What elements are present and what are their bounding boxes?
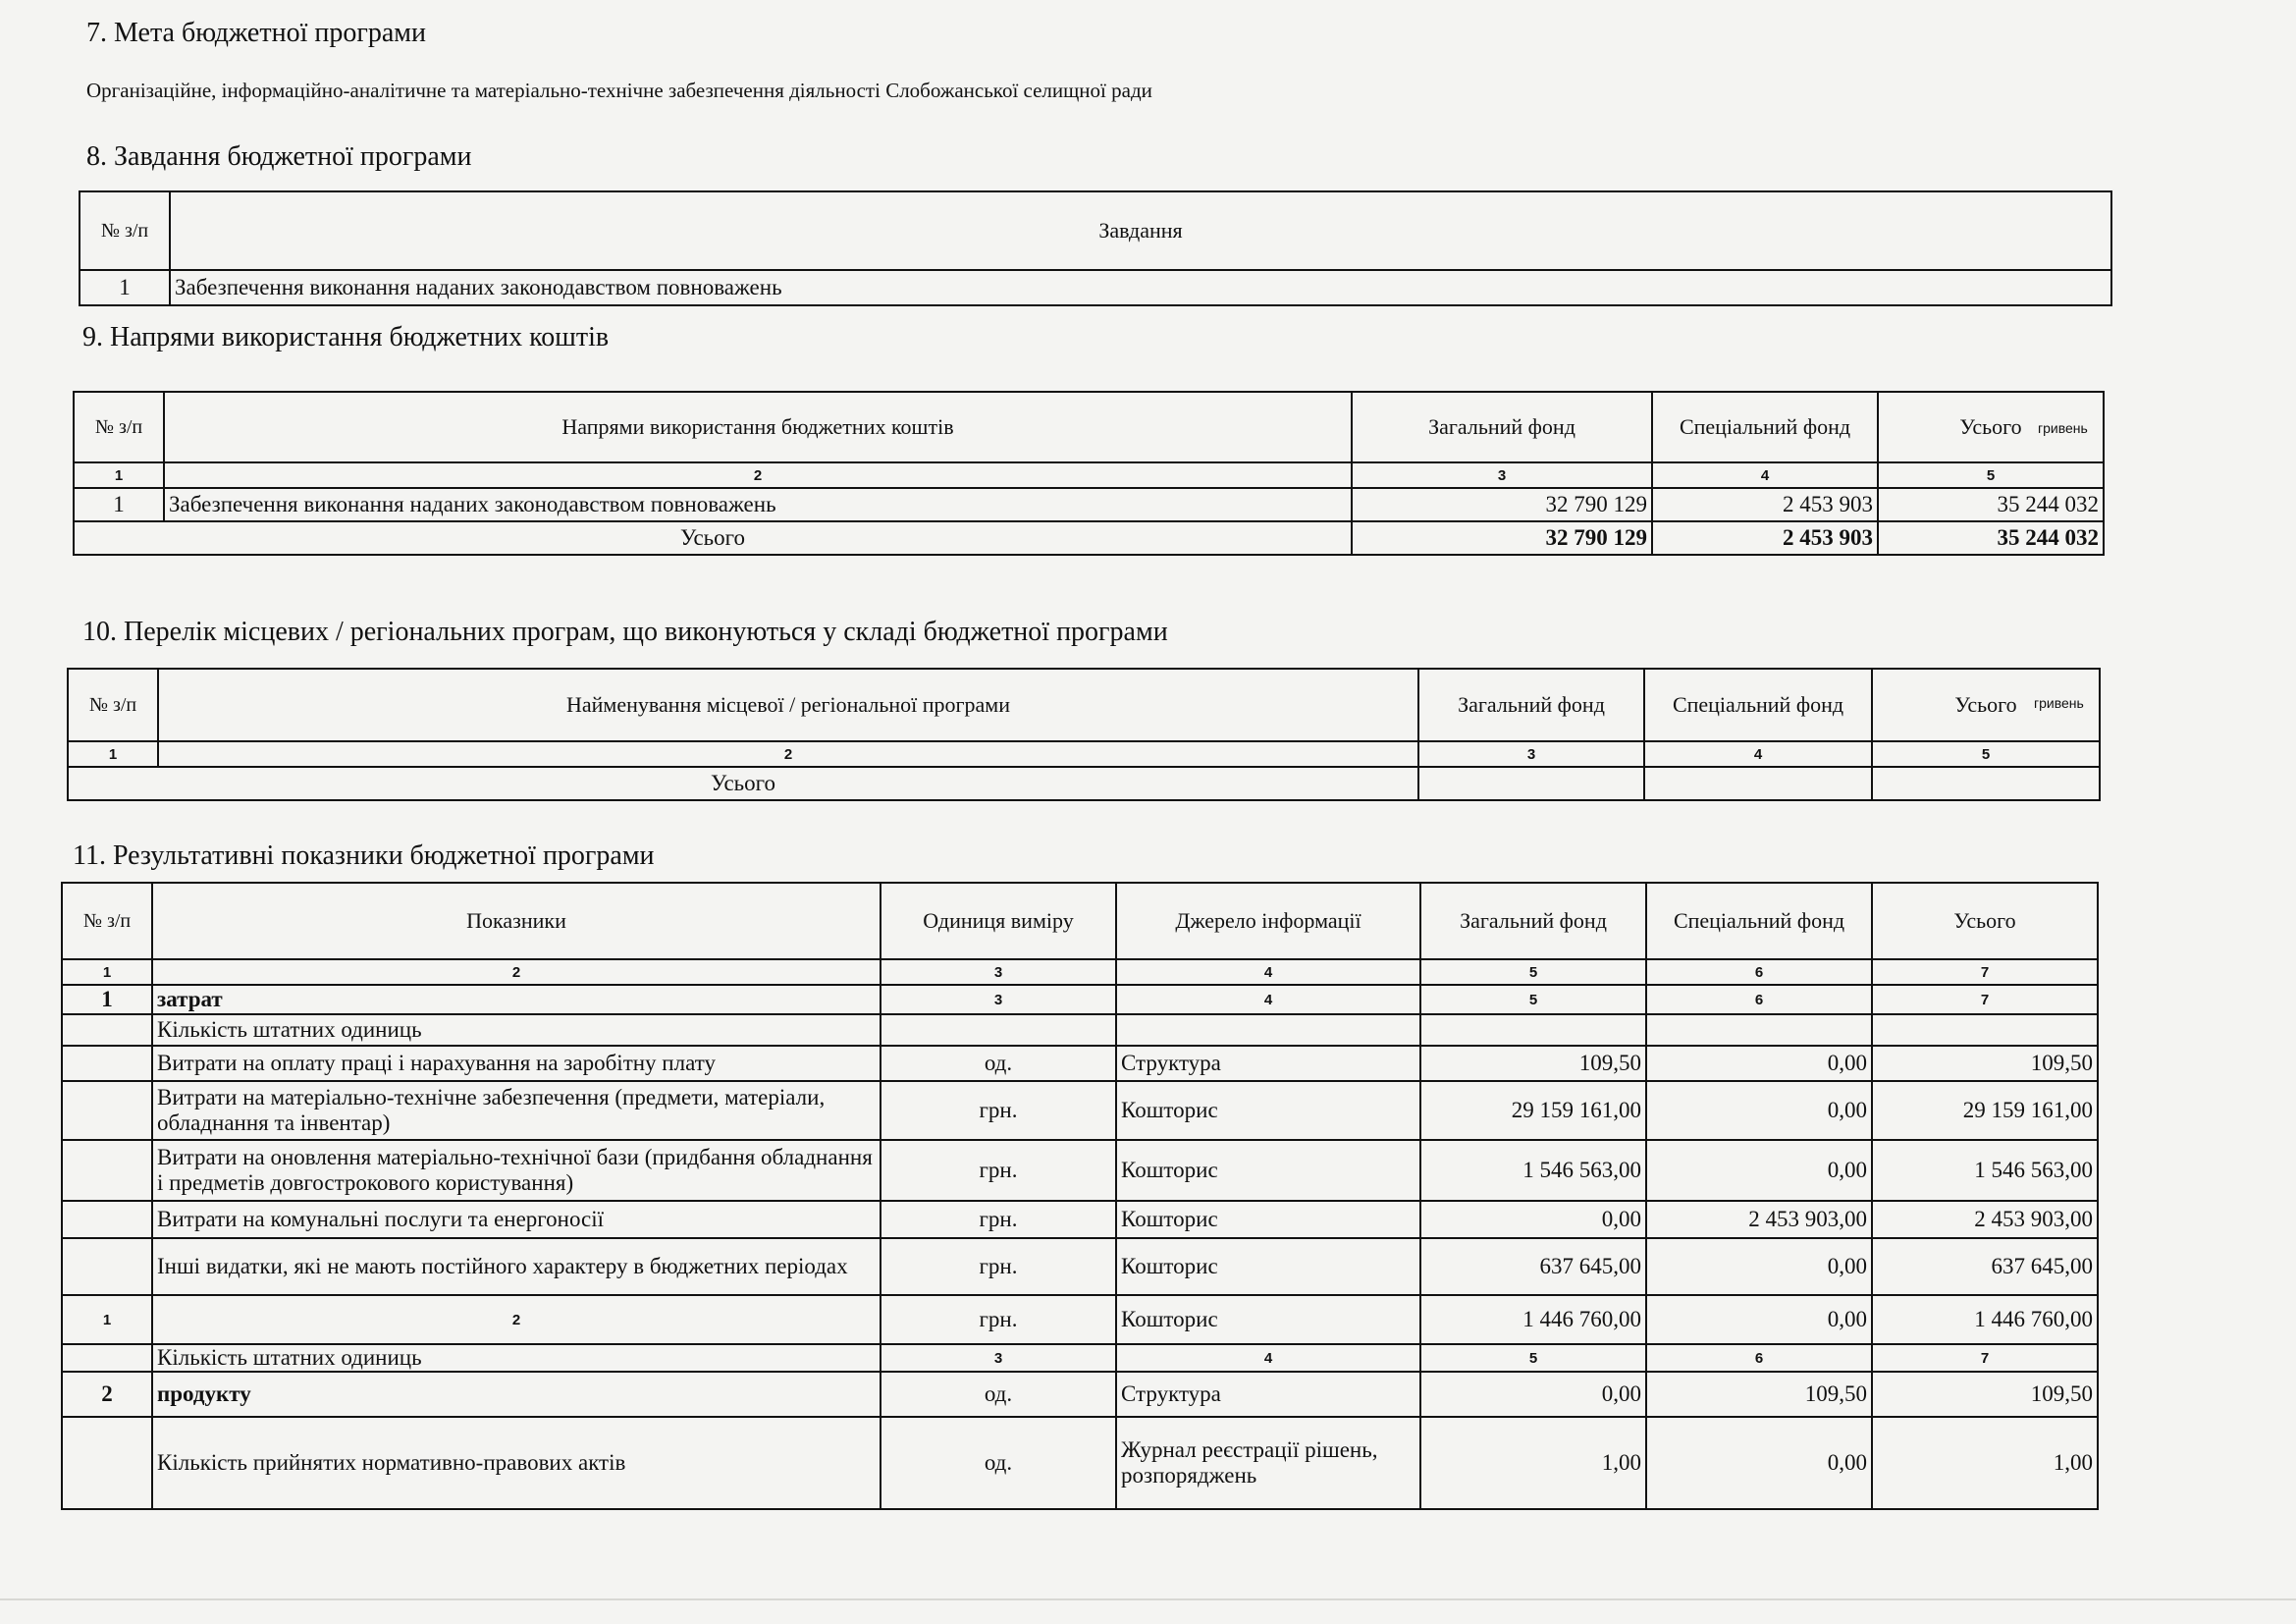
column-number-row: 1 2 грн. Кошторис 1 446 760,00 0,00 1 446 760,00 xyxy=(62,1295,2098,1344)
header-general: Загальний фонд xyxy=(1420,883,1646,959)
header-no: № з/п xyxy=(68,669,158,741)
page-edge xyxy=(0,1598,2296,1600)
section9-title: 9. Напрями використання бюджетних коштів xyxy=(82,322,610,352)
header-special: Спеціальний фонд xyxy=(1644,669,1872,741)
tasks-table xyxy=(79,190,2112,306)
header-indicator: Показники xyxy=(152,883,881,959)
table-row: 1 Забезпечення виконання наданих законодавством повноважень xyxy=(80,270,2111,305)
column-number-row: 1 2 3 4 5 xyxy=(74,462,2104,488)
table-row: 1 Забезпечення виконання наданих законодавством повноважень 32 790 129 2 453 903 35 244 032 xyxy=(74,488,2104,521)
total-row: Усього 32 790 129 2 453 903 35 244 032 xyxy=(74,521,2104,555)
section8-title: 8. Завдання бюджетної програми xyxy=(86,141,472,172)
table-row: Витрати на комунальні послуги та енергоносії грн. Кошторис 0,00 2 453 903,00 2 453 903,00 xyxy=(62,1201,2098,1238)
section10-title: 10. Перелік місцевих / регіональних програм, що виконуються у складі бюджетної програми xyxy=(82,617,1168,647)
group-row: 2 продукту од. Структура 0,00 109,50 109,50 xyxy=(62,1372,2098,1417)
header-total: Усього xyxy=(1872,669,2100,741)
header-special: Спеціальний фонд xyxy=(1646,883,1872,959)
header-special: Спеціальний фонд xyxy=(1652,392,1878,462)
section7-title: 7. Мета бюджетної програми xyxy=(86,18,426,48)
table-row: Витрати на матеріально-технічне забезпечення (предмети, матеріали, обладнання та інвентар) грн. Кошторис 29 159 161,00 0,00 29 159 161,00 xyxy=(62,1081,2098,1140)
directions-table xyxy=(73,391,2105,556)
table-row: Кількість прийнятих нормативно-правових актів од. Журнал реєстрації рішень, розпоряджень 1,00 0,00 1,00 xyxy=(62,1417,2098,1509)
header-general: Загальний фонд xyxy=(1352,392,1652,462)
header-total: Усього xyxy=(1872,883,2098,959)
column-number-row: 1 2 3 4 5 xyxy=(68,741,2100,767)
currency-label: гривень xyxy=(2038,420,2088,436)
group-row: 1 затрат 3 4 5 6 7 xyxy=(62,985,2098,1014)
header-no: № з/п xyxy=(74,392,164,462)
programs-table xyxy=(67,668,2101,801)
header-task: Завдання xyxy=(170,191,2111,270)
header-general: Загальний фонд xyxy=(1418,669,1644,741)
indicators-table xyxy=(61,882,2099,1510)
table-row: Інші видатки, які не мають постійного характеру в бюджетних періодах грн. Кошторис 637 645,00 0,00 637 645,00 xyxy=(62,1238,2098,1295)
header-source: Джерело інформації xyxy=(1116,883,1420,959)
header-direction: Напрями використання бюджетних коштів xyxy=(164,392,1352,462)
table-row: Кількість штатних одиниць 3 4 5 6 7 xyxy=(62,1344,2098,1372)
table-row: Витрати на оновлення матеріально-технічної бази (придбання обладнання і предметів довгострокового користування) грн. Кошторис 1 546 563,00 0,00 1 546 563,00 xyxy=(62,1140,2098,1201)
header-no: № з/п xyxy=(62,883,152,959)
column-number-row: 1 2 3 4 5 6 7 xyxy=(62,959,2098,985)
currency-label: гривень xyxy=(2034,695,2084,711)
table-row: Витрати на оплату праці і нарахування на заробітну плату од. Структура 109,50 0,00 109,50 xyxy=(62,1046,2098,1081)
header-total: Усього xyxy=(1878,392,2104,462)
section11-title: 11. Результативні показники бюджетної програми xyxy=(73,840,655,871)
header-unit: Одиниця виміру xyxy=(881,883,1116,959)
header-no: № з/п xyxy=(80,191,170,270)
table-row: Кількість штатних одиниць xyxy=(62,1014,2098,1046)
header-name: Найменування місцевої / регіональної програми xyxy=(158,669,1418,741)
total-row: Усього xyxy=(68,767,2100,800)
section7-text: Організаційне, інформаційно-аналітичне та матеріально-технічне забезпечення діяльності Слобожанської селищної ради xyxy=(86,79,1152,102)
